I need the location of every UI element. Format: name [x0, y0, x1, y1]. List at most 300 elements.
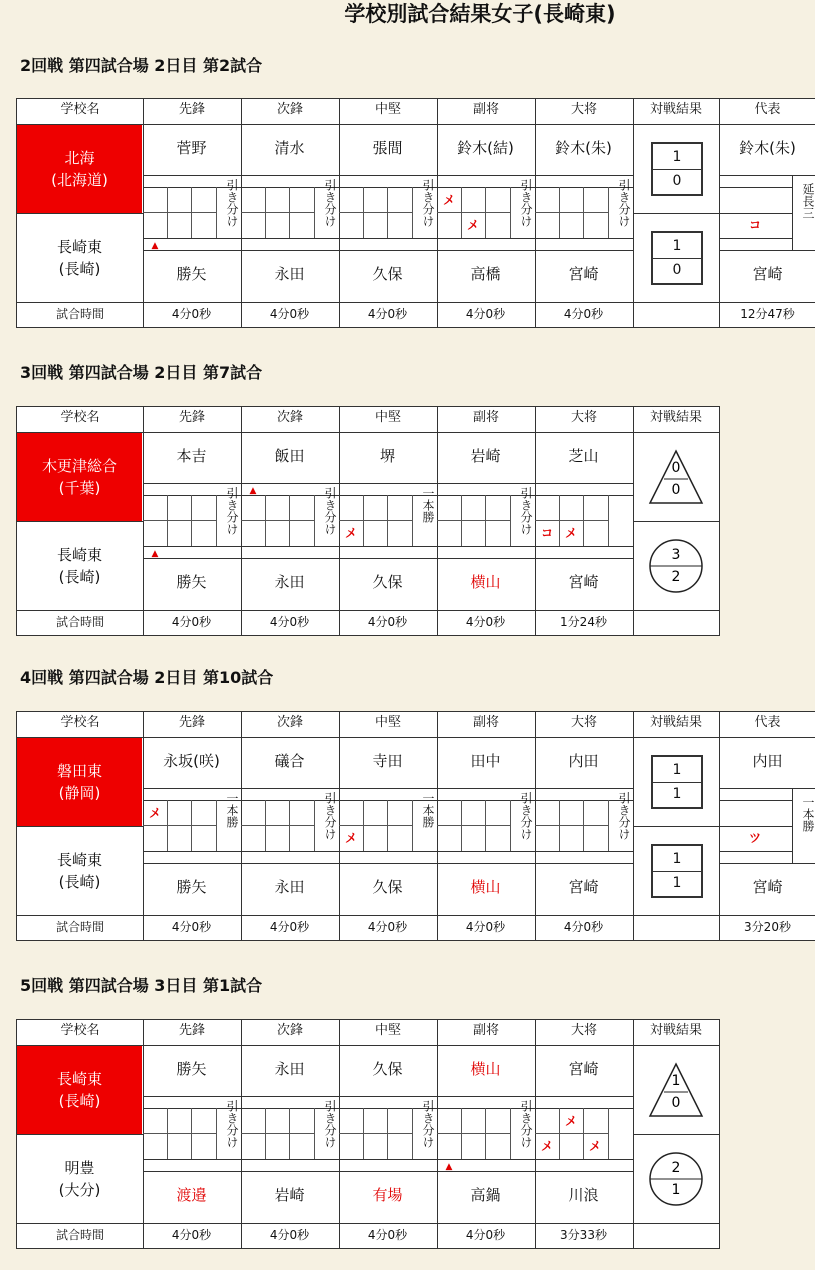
- grid-line: [216, 187, 217, 238]
- player-bottom: 渡邉: [176, 1186, 207, 1204]
- rep-rule: [719, 238, 792, 239]
- school-name: 長崎東: [56, 238, 102, 256]
- grid-line: [314, 187, 315, 238]
- score-points: 1: [671, 1182, 681, 1198]
- bout-time: 4分0秒: [367, 920, 408, 934]
- grid-line: [314, 1108, 315, 1159]
- result-divider: [633, 213, 719, 214]
- result-divider: [633, 521, 719, 522]
- point-grid: [535, 800, 608, 851]
- bout-rule: [339, 863, 437, 864]
- bout-rule: [241, 851, 339, 852]
- bout-result: 引き分け: [519, 487, 533, 535]
- player-bottom: 勝矢: [176, 878, 207, 896]
- bout-rule: [241, 1096, 339, 1097]
- grid-line: [608, 1108, 609, 1159]
- header-school: 学校名: [60, 1023, 100, 1038]
- grid-line: [412, 187, 413, 238]
- bout-time: 4分0秒: [269, 307, 310, 321]
- player-top: 飯田: [274, 447, 305, 465]
- point-mark: メ: [564, 526, 577, 540]
- grid-line: [412, 800, 413, 851]
- bout-time: 4分0秒: [563, 920, 604, 934]
- bout-rule: [339, 851, 437, 852]
- school-top: [17, 738, 142, 826]
- bout-rule: [241, 546, 339, 547]
- match-table: [16, 98, 815, 328]
- grid-line: [510, 495, 511, 546]
- bout-rule: [143, 851, 241, 852]
- point-grid: [437, 1108, 510, 1159]
- player-top: 礒合: [274, 752, 305, 770]
- score-points: 0: [672, 173, 682, 189]
- score-wins: 3: [671, 547, 681, 563]
- bout-rule: [535, 546, 633, 547]
- rep-rule: [792, 863, 815, 864]
- player-top: 岩崎: [470, 447, 501, 465]
- school-prefecture: (北海道): [51, 171, 108, 189]
- rep-rule: [792, 175, 815, 176]
- player-bottom: 有場: [372, 1186, 403, 1204]
- grid-line: [143, 520, 216, 521]
- bout-rule: [535, 1171, 633, 1172]
- grid-line: [608, 495, 609, 546]
- bout-rule: [241, 558, 339, 559]
- player-top: 田中: [470, 752, 501, 770]
- header-position: 大将: [570, 410, 597, 425]
- score-line: [653, 871, 701, 872]
- bout-result: 引き分け: [617, 179, 631, 227]
- bout-time: 4分0秒: [171, 307, 212, 321]
- school-bottom: [17, 827, 142, 915]
- point-grid: [241, 1108, 314, 1159]
- rep-rule: [719, 213, 792, 214]
- grid-line: [339, 212, 412, 213]
- foul-mark: ▲: [445, 1162, 453, 1172]
- bout-time: 4分0秒: [465, 1228, 506, 1242]
- grid-line: [510, 800, 511, 851]
- bout-time: 1分24秒: [560, 615, 607, 629]
- school-text: [57, 849, 102, 893]
- grid-line: [339, 1133, 412, 1134]
- score-wins: 1: [672, 149, 682, 165]
- bout-time: 4分0秒: [171, 615, 212, 629]
- team-score-top: [651, 755, 703, 809]
- school-text: [57, 760, 102, 804]
- grid-line: [437, 520, 510, 521]
- header-school: 学校名: [60, 715, 100, 730]
- point-mark: メ: [564, 1114, 577, 1128]
- school-prefecture: (長崎): [58, 873, 101, 891]
- rep-rule: [792, 250, 815, 251]
- bout-rule: [437, 851, 535, 852]
- header-position: 中堅: [374, 715, 401, 730]
- bout-result: 引き分け: [519, 179, 533, 227]
- player-bottom: 永田: [274, 265, 305, 283]
- match-time-label: 試合時間: [55, 920, 104, 934]
- school-top: [17, 125, 142, 213]
- player-bottom: 勝矢: [176, 265, 207, 283]
- school-name: 長崎東: [56, 546, 102, 564]
- header-team-result: 対戦結果: [649, 102, 702, 117]
- grid-line: [608, 187, 609, 238]
- bout-rule: [143, 1159, 241, 1160]
- grid-line: [339, 825, 412, 826]
- grid-line: [535, 1133, 608, 1134]
- grid-line: [412, 1108, 413, 1159]
- player-bottom: 横山: [470, 878, 501, 896]
- school-name: 長崎東: [56, 1070, 102, 1088]
- player-top: 寺田: [372, 752, 403, 770]
- bout-time: 4分0秒: [171, 1228, 212, 1242]
- grid-line: [216, 800, 217, 851]
- rep-player-bottom: 宮崎: [752, 878, 783, 896]
- school-name: 磐田東: [56, 762, 102, 780]
- player-top: 鈴木(朱): [555, 139, 612, 157]
- grid-line: [412, 495, 413, 546]
- school-text: [57, 1068, 102, 1112]
- player-top: 本吉: [176, 447, 207, 465]
- bout-rule: [437, 558, 535, 559]
- player-top: 永坂(咲): [163, 752, 220, 770]
- score-wins: 1: [672, 851, 682, 867]
- player-top: 勝矢: [176, 1060, 207, 1078]
- match-time-label: 試合時間: [55, 1228, 104, 1242]
- bout-rule: [437, 238, 535, 239]
- player-bottom: 宮崎: [568, 265, 599, 283]
- player-bottom: 高橋: [470, 265, 501, 283]
- point-grid: [437, 800, 510, 851]
- header-position: 中堅: [374, 410, 401, 425]
- rep-result: 一本勝: [801, 796, 815, 832]
- point-grid: [437, 495, 510, 546]
- school-text: [59, 1157, 101, 1201]
- school-top: [17, 433, 142, 521]
- point-grid: [339, 1108, 412, 1159]
- school-name: 明豊: [64, 1159, 95, 1177]
- header-position: 先鋒: [178, 715, 205, 730]
- foul-mark: ▲: [151, 241, 159, 251]
- bout-time: 4分0秒: [367, 615, 408, 629]
- player-top: 横山: [470, 1060, 501, 1078]
- grid-line: [143, 1133, 216, 1134]
- score-line: [653, 169, 701, 170]
- header-school: 学校名: [60, 410, 100, 425]
- bout-rule: [241, 238, 339, 239]
- header-position: 次鋒: [276, 410, 303, 425]
- point-grid: [143, 187, 216, 238]
- bout-rule: [143, 1096, 241, 1097]
- rep-time: 3分20秒: [744, 920, 791, 934]
- team-score-bottom: [651, 231, 703, 285]
- point-grid: [535, 187, 608, 238]
- grid-line: [314, 800, 315, 851]
- bout-rule: [339, 175, 437, 176]
- grid-line: [437, 212, 510, 213]
- score-points: 2: [671, 569, 681, 585]
- bout-rule: [339, 483, 437, 484]
- score-line: [653, 782, 701, 783]
- grid-line: [216, 1108, 217, 1159]
- bout-rule: [437, 863, 535, 864]
- grid-line: [241, 212, 314, 213]
- bout-time: 4分0秒: [465, 307, 506, 321]
- grid-line: [437, 1133, 510, 1134]
- point-grid: [143, 1108, 216, 1159]
- bout-rule: [339, 250, 437, 251]
- point-mark: メ: [344, 526, 357, 540]
- team-score-top: [647, 1061, 705, 1119]
- page-title: 学校別試合結果女子(長崎東): [344, 2, 616, 26]
- grid-line: [339, 520, 412, 521]
- bout-rule: [143, 483, 241, 484]
- score-points: 0: [671, 1095, 681, 1111]
- bout-result: 引き分け: [519, 1100, 533, 1148]
- grid-line: [535, 212, 608, 213]
- bout-result: 一本勝: [421, 792, 435, 828]
- player-top: 宮崎: [568, 1060, 599, 1078]
- bout-rule: [535, 788, 633, 789]
- header-position: 大将: [570, 102, 597, 117]
- player-bottom: 永田: [274, 573, 305, 591]
- bout-time: 3分33秒: [560, 1228, 607, 1242]
- score-wins: 1: [671, 1073, 681, 1089]
- score-points: 1: [672, 875, 682, 891]
- header-position: 次鋒: [276, 102, 303, 117]
- result-divider: [633, 826, 719, 827]
- team-score-top: [651, 142, 703, 196]
- point-mark: メ: [588, 1139, 601, 1153]
- score-wins: 1: [672, 238, 682, 254]
- rep-rule: [719, 800, 792, 801]
- bout-rule: [241, 788, 339, 789]
- header-position: 副将: [472, 410, 499, 425]
- score-points: 1: [672, 786, 682, 802]
- bout-rule: [535, 238, 633, 239]
- foul-mark: ▲: [151, 549, 159, 559]
- header-position: 副将: [472, 1023, 499, 1038]
- bout-result: 引き分け: [421, 179, 435, 227]
- player-top: 張間: [372, 139, 403, 157]
- point-mark: メ: [540, 1139, 553, 1153]
- bout-time: 4分0秒: [171, 920, 212, 934]
- rep-rule: [719, 788, 792, 789]
- bout-time: 4分0秒: [269, 1228, 310, 1242]
- bout-result: 一本勝: [421, 487, 435, 523]
- school-bottom: [17, 1135, 142, 1223]
- point-grid: [241, 800, 314, 851]
- match-heading: 2回戦 第四試合場 2日目 第2試合: [20, 56, 263, 75]
- bout-time: 4分0秒: [367, 307, 408, 321]
- bout-rule: [241, 863, 339, 864]
- rep-player-bottom: 宮崎: [752, 265, 783, 283]
- point-mark: メ: [148, 806, 161, 820]
- bout-rule: [143, 863, 241, 864]
- bout-rule: [535, 1159, 633, 1160]
- bout-rule: [437, 1096, 535, 1097]
- score-wins: 0: [671, 460, 681, 476]
- school-name: 北海: [64, 149, 95, 167]
- bout-rule: [437, 250, 535, 251]
- player-bottom: 宮崎: [568, 573, 599, 591]
- school-prefecture: (長崎): [58, 1092, 101, 1110]
- grid-line: [608, 800, 609, 851]
- school-name: 木更津総合: [41, 457, 117, 475]
- match-heading: 4回戦 第四試合場 2日目 第10試合: [20, 668, 274, 687]
- point-grid: [143, 495, 216, 546]
- bout-rule: [241, 175, 339, 176]
- bout-result: 引き分け: [225, 1100, 239, 1148]
- bout-rule: [535, 483, 633, 484]
- bout-rule: [339, 788, 437, 789]
- grid-line: [535, 520, 608, 521]
- rep-rule: [719, 250, 792, 251]
- player-bottom: 久保: [372, 573, 403, 591]
- bout-rule: [339, 546, 437, 547]
- bout-rule: [535, 1096, 633, 1097]
- rep-rule: [719, 863, 792, 864]
- bout-result: 引き分け: [519, 792, 533, 840]
- point-mark: メ: [442, 193, 455, 207]
- bout-time: 4分0秒: [465, 615, 506, 629]
- bout-rule: [437, 175, 535, 176]
- bout-result: 引き分け: [323, 487, 337, 535]
- player-bottom: 川浪: [568, 1186, 599, 1204]
- header-team-result: 対戦結果: [649, 1023, 702, 1038]
- school-prefecture: (静岡): [58, 784, 101, 802]
- bout-rule: [339, 1171, 437, 1172]
- result-divider: [633, 1134, 719, 1135]
- rep-rule: [792, 788, 815, 789]
- header-position: 大将: [570, 715, 597, 730]
- bout-time: 4分0秒: [465, 920, 506, 934]
- bout-rule: [437, 546, 535, 547]
- rep-rule: [719, 175, 792, 176]
- team-score-bottom: [647, 1150, 705, 1208]
- player-bottom: 宮崎: [568, 878, 599, 896]
- score-points: 0: [672, 262, 682, 278]
- bout-rule: [535, 863, 633, 864]
- bout-result: 引き分け: [225, 179, 239, 227]
- grid-line: [510, 1108, 511, 1159]
- school-text: [42, 455, 117, 499]
- player-top: 芝山: [568, 447, 599, 465]
- player-bottom: 久保: [372, 265, 403, 283]
- match-table: [16, 406, 720, 636]
- rep-rule: [792, 175, 793, 250]
- rep-player-top: 鈴木(朱): [739, 139, 796, 157]
- bout-result: 引き分け: [225, 487, 239, 535]
- rep-rule: [719, 851, 792, 852]
- rep-rule: [719, 187, 792, 188]
- school-prefecture: (大分): [58, 1181, 101, 1199]
- school-bottom: [17, 522, 142, 610]
- header-position: 中堅: [374, 102, 401, 117]
- score-points: 0: [671, 482, 681, 498]
- school-bottom: [17, 214, 142, 302]
- match-time-label: 試合時間: [55, 307, 104, 321]
- point-grid: [241, 495, 314, 546]
- match-heading: 3回戦 第四試合場 2日目 第7試合: [20, 363, 263, 382]
- header-position: 副将: [472, 102, 499, 117]
- match-heading: 5回戦 第四試合場 3日目 第1試合: [20, 976, 263, 995]
- point-grid: [241, 187, 314, 238]
- bout-rule: [437, 483, 535, 484]
- bout-rule: [535, 558, 633, 559]
- school-top: [17, 1046, 142, 1134]
- player-top: 菅野: [176, 139, 207, 157]
- header-team-result: 対戦結果: [649, 410, 702, 425]
- bout-rule: [241, 1171, 339, 1172]
- header-position: 次鋒: [276, 1023, 303, 1038]
- team-score-bottom: [647, 537, 705, 595]
- header-position: 先鋒: [178, 1023, 205, 1038]
- header-team-result: 対戦結果: [649, 715, 702, 730]
- bout-rule: [241, 1159, 339, 1160]
- point-mark: コ: [540, 526, 553, 540]
- point-mark: コ: [748, 218, 761, 232]
- school-text: [57, 236, 102, 280]
- bout-rule: [535, 851, 633, 852]
- score-wins: 2: [671, 1160, 681, 1176]
- rep-player-top: 内田: [752, 752, 783, 770]
- bout-rule: [143, 175, 241, 176]
- grid-line: [216, 495, 217, 546]
- player-top: 清水: [274, 139, 305, 157]
- bout-time: 4分0秒: [269, 920, 310, 934]
- grid-line: [143, 825, 216, 826]
- bout-rule: [339, 558, 437, 559]
- bout-result: 引き分け: [421, 1100, 435, 1148]
- grid-line: [314, 495, 315, 546]
- bout-rule: [339, 238, 437, 239]
- point-mark: メ: [466, 218, 479, 232]
- bout-result: 引き分け: [323, 179, 337, 227]
- bout-time: 4分0秒: [563, 307, 604, 321]
- bout-rule: [339, 1159, 437, 1160]
- player-top: 永田: [274, 1060, 305, 1078]
- grid-line: [241, 825, 314, 826]
- header-position: 先鋒: [178, 410, 205, 425]
- match-table: [16, 711, 815, 941]
- player-bottom: 久保: [372, 878, 403, 896]
- player-top: 鈴木(結): [457, 139, 514, 157]
- foul-mark: ▲: [249, 486, 257, 496]
- school-prefecture: (長崎): [58, 260, 101, 278]
- header-position: 中堅: [374, 1023, 401, 1038]
- team-score-bottom: [651, 844, 703, 898]
- bout-result: 一本勝: [225, 792, 239, 828]
- school-prefecture: (千葉): [58, 479, 101, 497]
- team-score-top: [647, 448, 705, 506]
- bout-rule: [241, 250, 339, 251]
- grid-line: [510, 187, 511, 238]
- bout-time: 4分0秒: [269, 615, 310, 629]
- bout-time: 4分0秒: [367, 1228, 408, 1242]
- grid-line: [143, 212, 216, 213]
- bout-rule: [535, 250, 633, 251]
- match-time-label: 試合時間: [55, 615, 104, 629]
- rep-result: 延長三: [801, 183, 815, 219]
- bout-result: 引き分け: [323, 1100, 337, 1148]
- bout-rule: [143, 1171, 241, 1172]
- score-wins: 1: [672, 762, 682, 778]
- grid-line: [241, 520, 314, 521]
- school-name: 長崎東: [56, 851, 102, 869]
- bout-result: 引き分け: [617, 792, 631, 840]
- player-bottom: 高鍋: [470, 1186, 501, 1204]
- bout-rule: [339, 1096, 437, 1097]
